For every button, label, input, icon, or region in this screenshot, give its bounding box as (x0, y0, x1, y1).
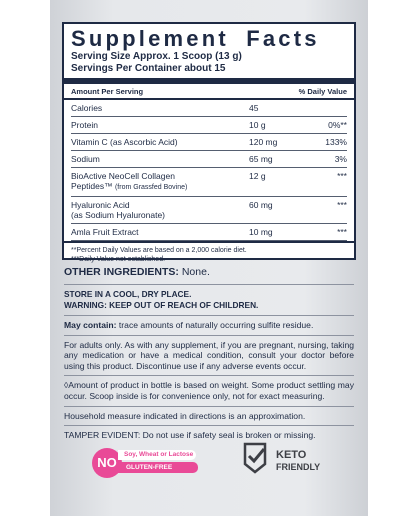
amount-note: ◊Amount of product in bottle is based on weight. Some product settling may occur. Scoop inside is for convenience only, not for exact measuring. (64, 380, 354, 401)
other-ingredients (64, 266, 354, 279)
keto-label: KETO (276, 449, 307, 461)
gluten-free-text: GLUTEN-FREE (118, 462, 198, 473)
facts-title: Supplement Facts (71, 26, 320, 51)
friendly-label: FRIENDLY (276, 462, 321, 472)
household-note: Household measure indicated in directions is an approximation. (64, 410, 306, 421)
collagen-name: BioActive NeoCell Collagen (71, 171, 175, 181)
footnote-dv: **Percent Daily Values are based on a 2,000 calorie diet. (71, 247, 247, 254)
no-badge: NO (92, 448, 122, 478)
keto-check-icon (242, 442, 268, 474)
collagen-source: (from Grassfed Bovine) (114, 184, 188, 191)
divider (64, 335, 354, 336)
nutrient-row-amla: Amla Fruit Extract 10 mg *** (71, 224, 347, 241)
nutrient-row-calories: Calories 45 (71, 100, 347, 117)
divider (64, 284, 354, 285)
collagen-name-2: Peptides™ (71, 181, 113, 191)
col-amount: Amount Per Serving (71, 87, 144, 96)
facts-header-row (71, 84, 347, 98)
servings-per-container: Servings Per Container about 15 (71, 63, 226, 74)
nutrient-row-vitamin-c: Vitamin C (as Ascorbic Acid) 120 mg 133% (71, 134, 347, 151)
serving-size: Serving Size Approx. 1 Scoop (13 g) (71, 51, 242, 62)
divider (64, 375, 354, 376)
divider (64, 406, 354, 407)
storage-instruction: STORE IN A COOL, DRY PLACE. (64, 289, 192, 299)
divider (64, 315, 354, 316)
col-dv: % Daily Value (298, 87, 347, 96)
label-text-block (64, 266, 354, 441)
other-ingredients-label: OTHER INGREDIENTS: (64, 266, 179, 278)
nutrient-row-protein: Protein 10 g 0%** (71, 117, 347, 134)
nutrient-row-collagen: BioActive NeoCell Collagen Peptides™ (from Grassfed Bovine) 12 g *** (71, 168, 347, 197)
tamper-evident-note: TAMPER EVIDENT: Do not use if safety seal is broken or missing. (64, 430, 316, 441)
nutrient-row-sodium: Sodium 65 mg 3% (71, 151, 347, 168)
badges-row (64, 440, 354, 490)
adults-only-note: For adults only. As with any supplement, if you are pregnant, nursing, taking any medication or have a medical condition, consult your doctor before using this product. Discontinue use if any adverse events occur. (64, 339, 354, 371)
may-contain-text: trace amounts of naturally occurring sulfite residue. (116, 320, 314, 330)
other-ingredients-value: None. (178, 266, 210, 278)
divider (64, 425, 354, 426)
hyaluronic-name-2: (as Sodium Hyaluronate) (71, 210, 166, 220)
warning-children: WARNING: KEEP OUT OF REACH OF CHILDREN. (64, 300, 259, 310)
nutrient-row-hyaluronic: Hyaluronic Acid (as Sodium Hyaluronate) 60 mg *** (71, 197, 347, 224)
may-contain-label: May contain: (64, 320, 117, 330)
may-contain (64, 320, 354, 331)
allergen-free-text: Soy, Wheat or Lactose (118, 450, 196, 460)
supplement-facts-panel (62, 22, 356, 263)
hyaluronic-name: Hyaluronic Acid (71, 200, 130, 210)
footnote-not-established: ***Daily Value not established. (71, 256, 166, 263)
